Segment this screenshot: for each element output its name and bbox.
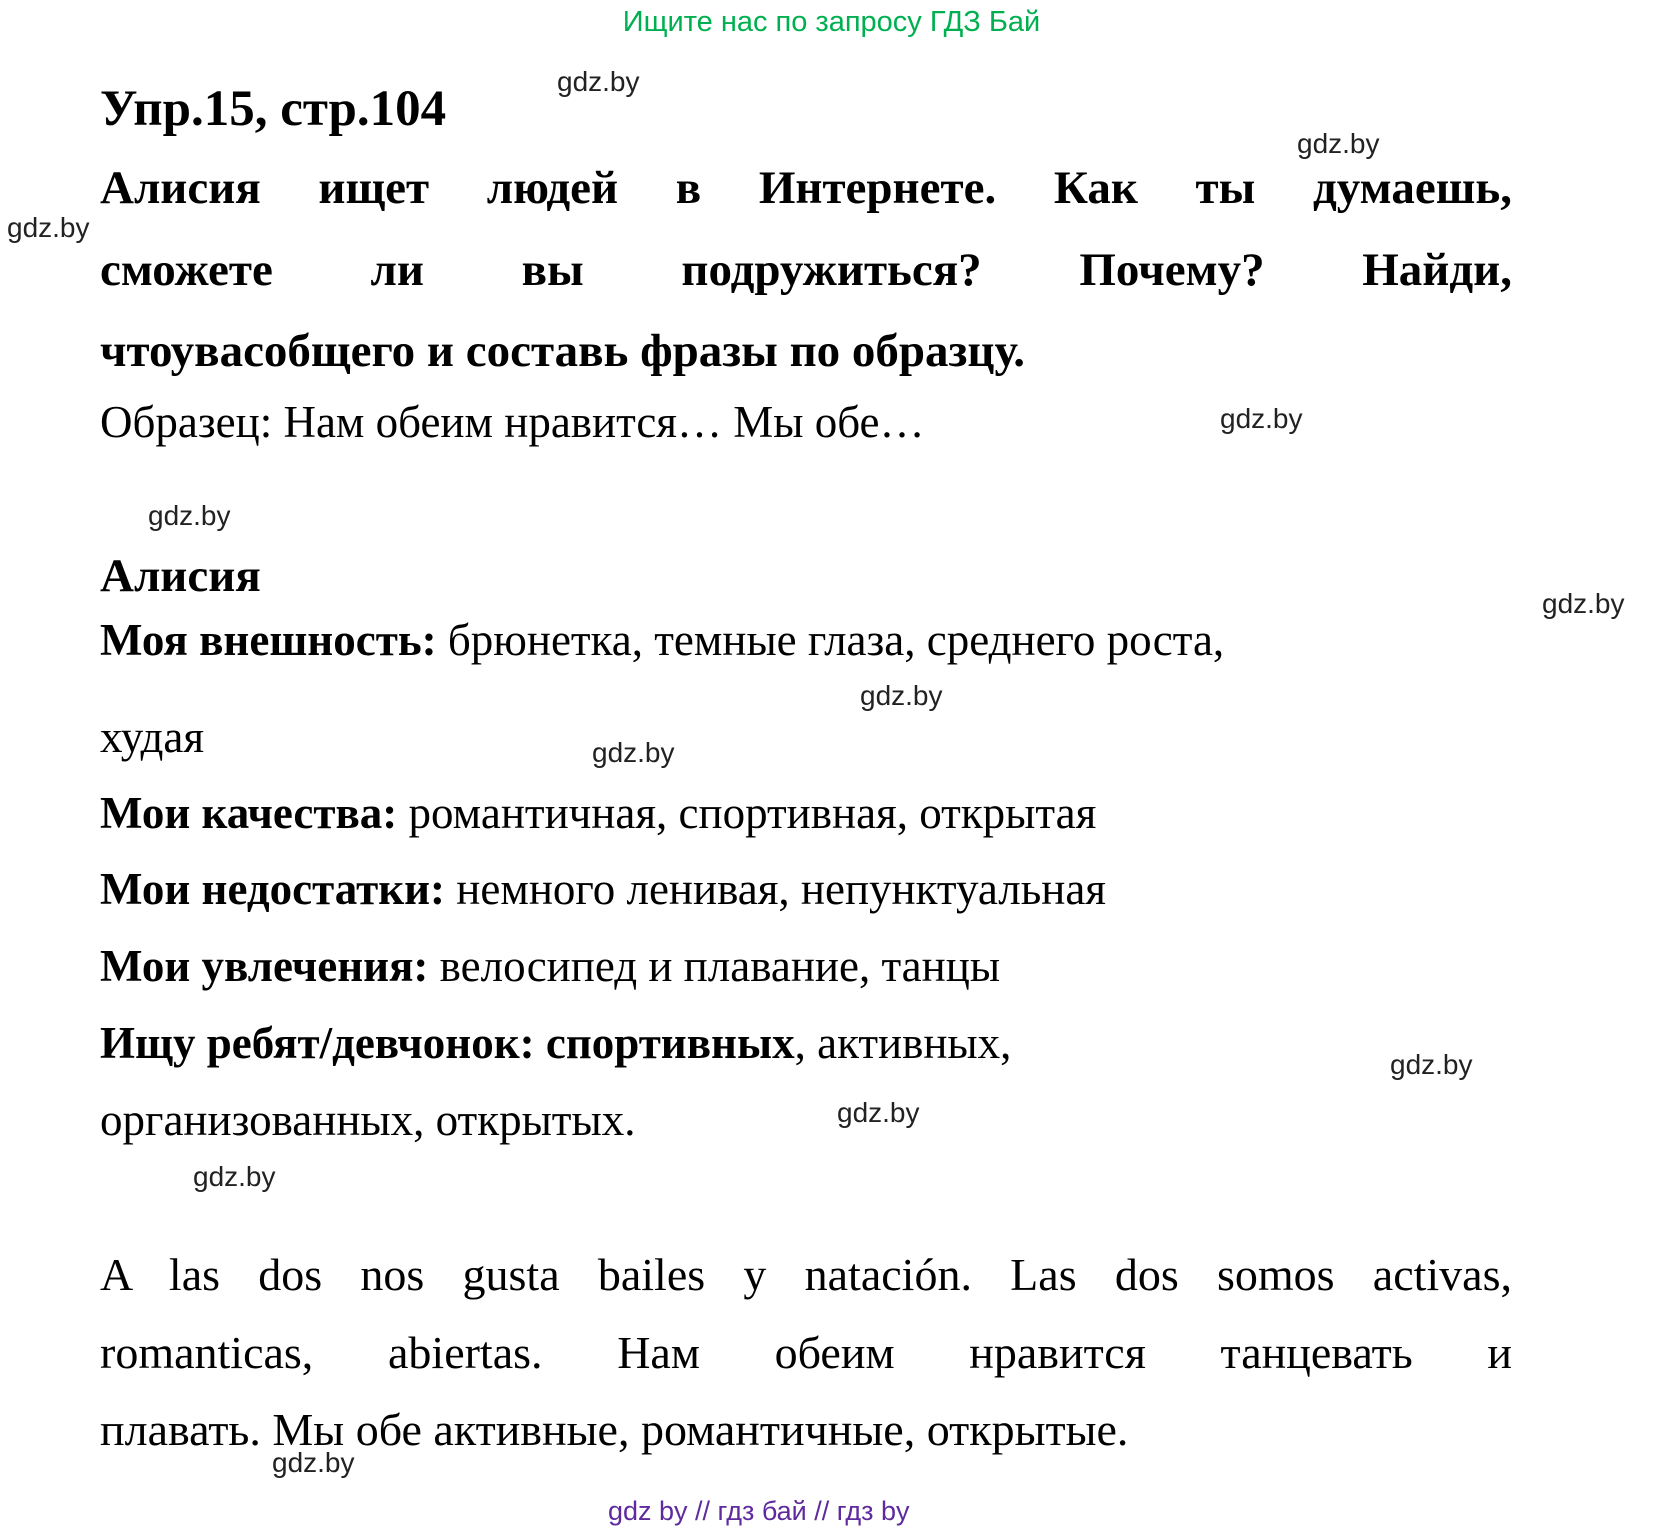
task-line-3: чтоувасобщего и составь фразы по образцу. [100,325,1026,377]
gdz-watermark: gdz.by [860,680,943,711]
qualities-label: Мои качества: [100,788,398,838]
exercise-title: Упр.15, стр.104 [100,81,447,137]
gdz-watermark: gdz.by [148,500,231,531]
gdz-watermark: gdz.by [1542,588,1625,619]
answer-line-1: A las dos nos gusta bailes y natación. Las dos somos activas, [100,1249,1512,1300]
appearance-label: Моя внешность: [100,615,437,665]
qualities-value: романтичная, спортивная, открытая [408,788,1097,838]
answer-line-3: плавать. Мы обе активные, романтичные, открытые. [100,1404,1129,1455]
answer-line-2: romanticas, abiertas. Нам обеим нравится танцевать и [100,1327,1512,1378]
gdz-watermark: gdz.by [7,212,90,243]
profile-flaws-row [100,862,1530,916]
gdz-watermark: gdz.by [557,66,640,97]
profile-name-heading: Алисия [100,550,261,602]
flaws-value: немного ленивая, непунктуальная [456,864,1106,914]
profile-appearance-wrap: худая [100,712,205,762]
flaws-label: Мои недостатки: [100,864,446,914]
gdz-watermark: gdz.by [1297,128,1380,159]
profile-hobbies-row [100,939,1530,993]
gdz-watermark: gdz.by [193,1161,276,1192]
profile-seeking-wrap: организованных, открытых. [100,1095,636,1145]
gdz-watermark: gdz.by [272,1447,355,1478]
seeking-value: , активных, [794,1018,1012,1068]
profile-qualities-row [100,786,1530,840]
gdz-watermark: gdz.by [592,737,675,768]
profile-appearance-row [100,613,1530,667]
gdz-watermark: gdz.by [1220,403,1303,434]
gdz-watermark: gdz.by [837,1097,920,1128]
profile-seeking-row [100,1016,1530,1070]
seeking-label: Ищу ребят/девчонок: спортивных [100,1018,795,1068]
hobbies-value: велосипед и плавание, танцы [439,941,1001,991]
gdz-watermark: gdz.by [1390,1049,1473,1080]
appearance-value: брюнетка, темные глаза, среднего роста, [447,615,1225,665]
top-banner-text: Ищите нас по запросу ГДЗ Бай [622,6,1041,38]
hobbies-label: Мои увлечения: [100,941,429,991]
task-line-1: Алисия ищет людей в Интернете. Как ты думаешь, [100,162,1512,214]
task-line-2: сможете ли вы подружиться? Почему? Найди, [100,244,1512,296]
task-example: Образец: Нам обеим нравится… Мы обе… [100,397,925,447]
footer-links-text: gdz by // гдз бай // гдз by [608,1496,910,1526]
